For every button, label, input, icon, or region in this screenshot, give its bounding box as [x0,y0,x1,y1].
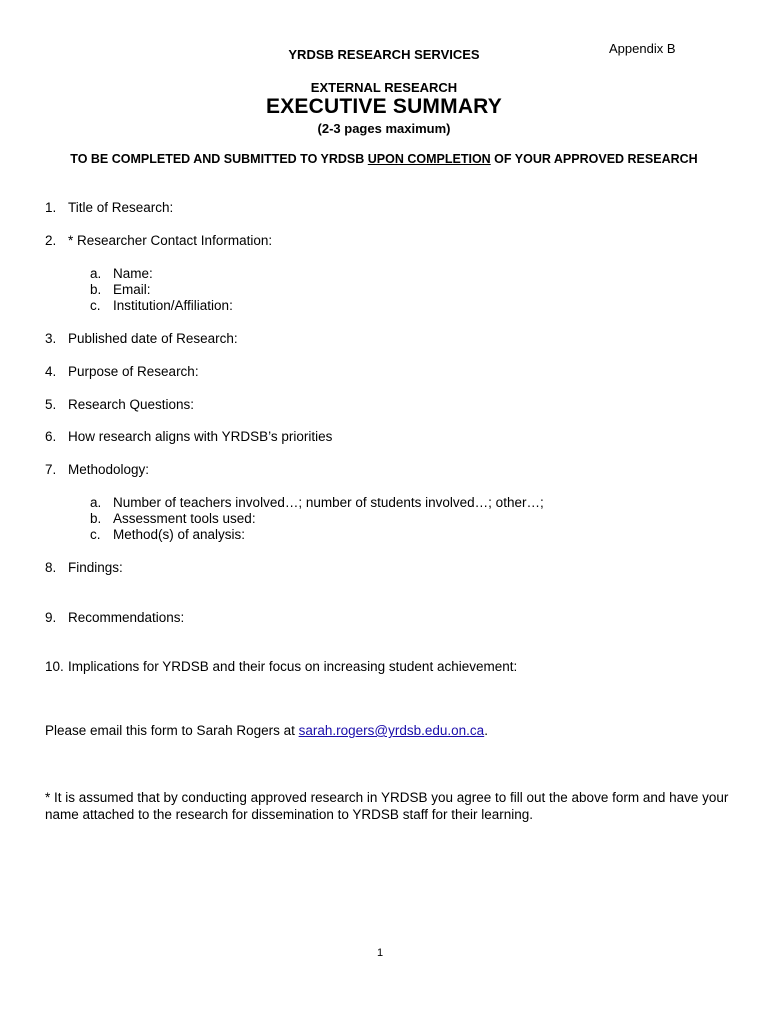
item-number: 8. [45,560,57,575]
sub-item-letter: a. [90,266,102,281]
sub-item-label: Email: [113,282,151,297]
sub-item-label: Number of teachers involved…; number of students involved…; other…; [113,495,544,510]
item-number: 2. [45,233,57,248]
page-number: 1 [376,947,384,959]
item-label: Implications for YRDSB and their focus on increasing student achievement: [68,659,518,674]
sub-item-letter: c. [90,527,101,542]
email-instruction [45,723,488,738]
email-instruction-text: Please email this form to Sarah Rogers at [45,723,299,738]
item-label: Title of Research: [68,200,174,215]
email-link[interactable]: sarah.rogers@yrdsb.edu.on.ca [298,723,485,738]
page-limit-note: (2-3 pages maximum) [317,121,451,136]
sub-item-letter: c. [90,298,101,313]
item-label: Purpose of Research: [68,364,199,379]
item-number: 3. [45,331,57,346]
item-label: Findings: [68,560,123,575]
page-title: EXECUTIVE SUMMARY [266,95,502,118]
instruction-emphasis: UPON COMPLETION [367,152,491,166]
appendix-label: Appendix B [609,41,676,56]
organization-heading: YRDSB RESEARCH SERVICES [288,47,480,62]
item-label: Recommendations: [68,610,185,625]
item-label: Research Questions: [68,397,195,412]
sub-item-letter: a. [90,495,102,510]
disclaimer-footnote: * It is assumed that by conducting approved research in YRDSB you agree to fill out the above form and have your name attached to the research for dissemination to YRDSB staff for their learning. [45,790,729,822]
instruction-text-end: OF YOUR APPROVED RESEARCH [490,152,698,166]
sub-item-letter: b. [90,282,102,297]
item-number: 10. [45,659,64,674]
instruction-text-start: TO BE COMPLETED AND SUBMITTED TO YRDSB [70,152,368,166]
item-number: 7. [45,462,57,477]
item-number: 6. [45,429,57,444]
email-instruction-period: . [484,723,488,738]
submission-instruction [0,152,768,166]
sub-item-label: Institution/Affiliation: [113,298,233,313]
sub-item-label: Assessment tools used: [113,511,256,526]
item-label: How research aligns with YRDSB’s priorities [68,429,333,444]
item-label: * Researcher Contact Information: [68,233,273,248]
sub-item-label: Name: [113,266,153,281]
item-label: Published date of Research: [68,331,238,346]
item-number: 1. [45,200,57,215]
document-subtitle: EXTERNAL RESEARCH [310,80,458,95]
sub-item-label: Method(s) of analysis: [113,527,246,542]
item-number: 4. [45,364,57,379]
item-number: 5. [45,397,57,412]
sub-item-letter: b. [90,511,102,526]
item-label: Methodology: [68,462,150,477]
item-number: 9. [45,610,57,625]
